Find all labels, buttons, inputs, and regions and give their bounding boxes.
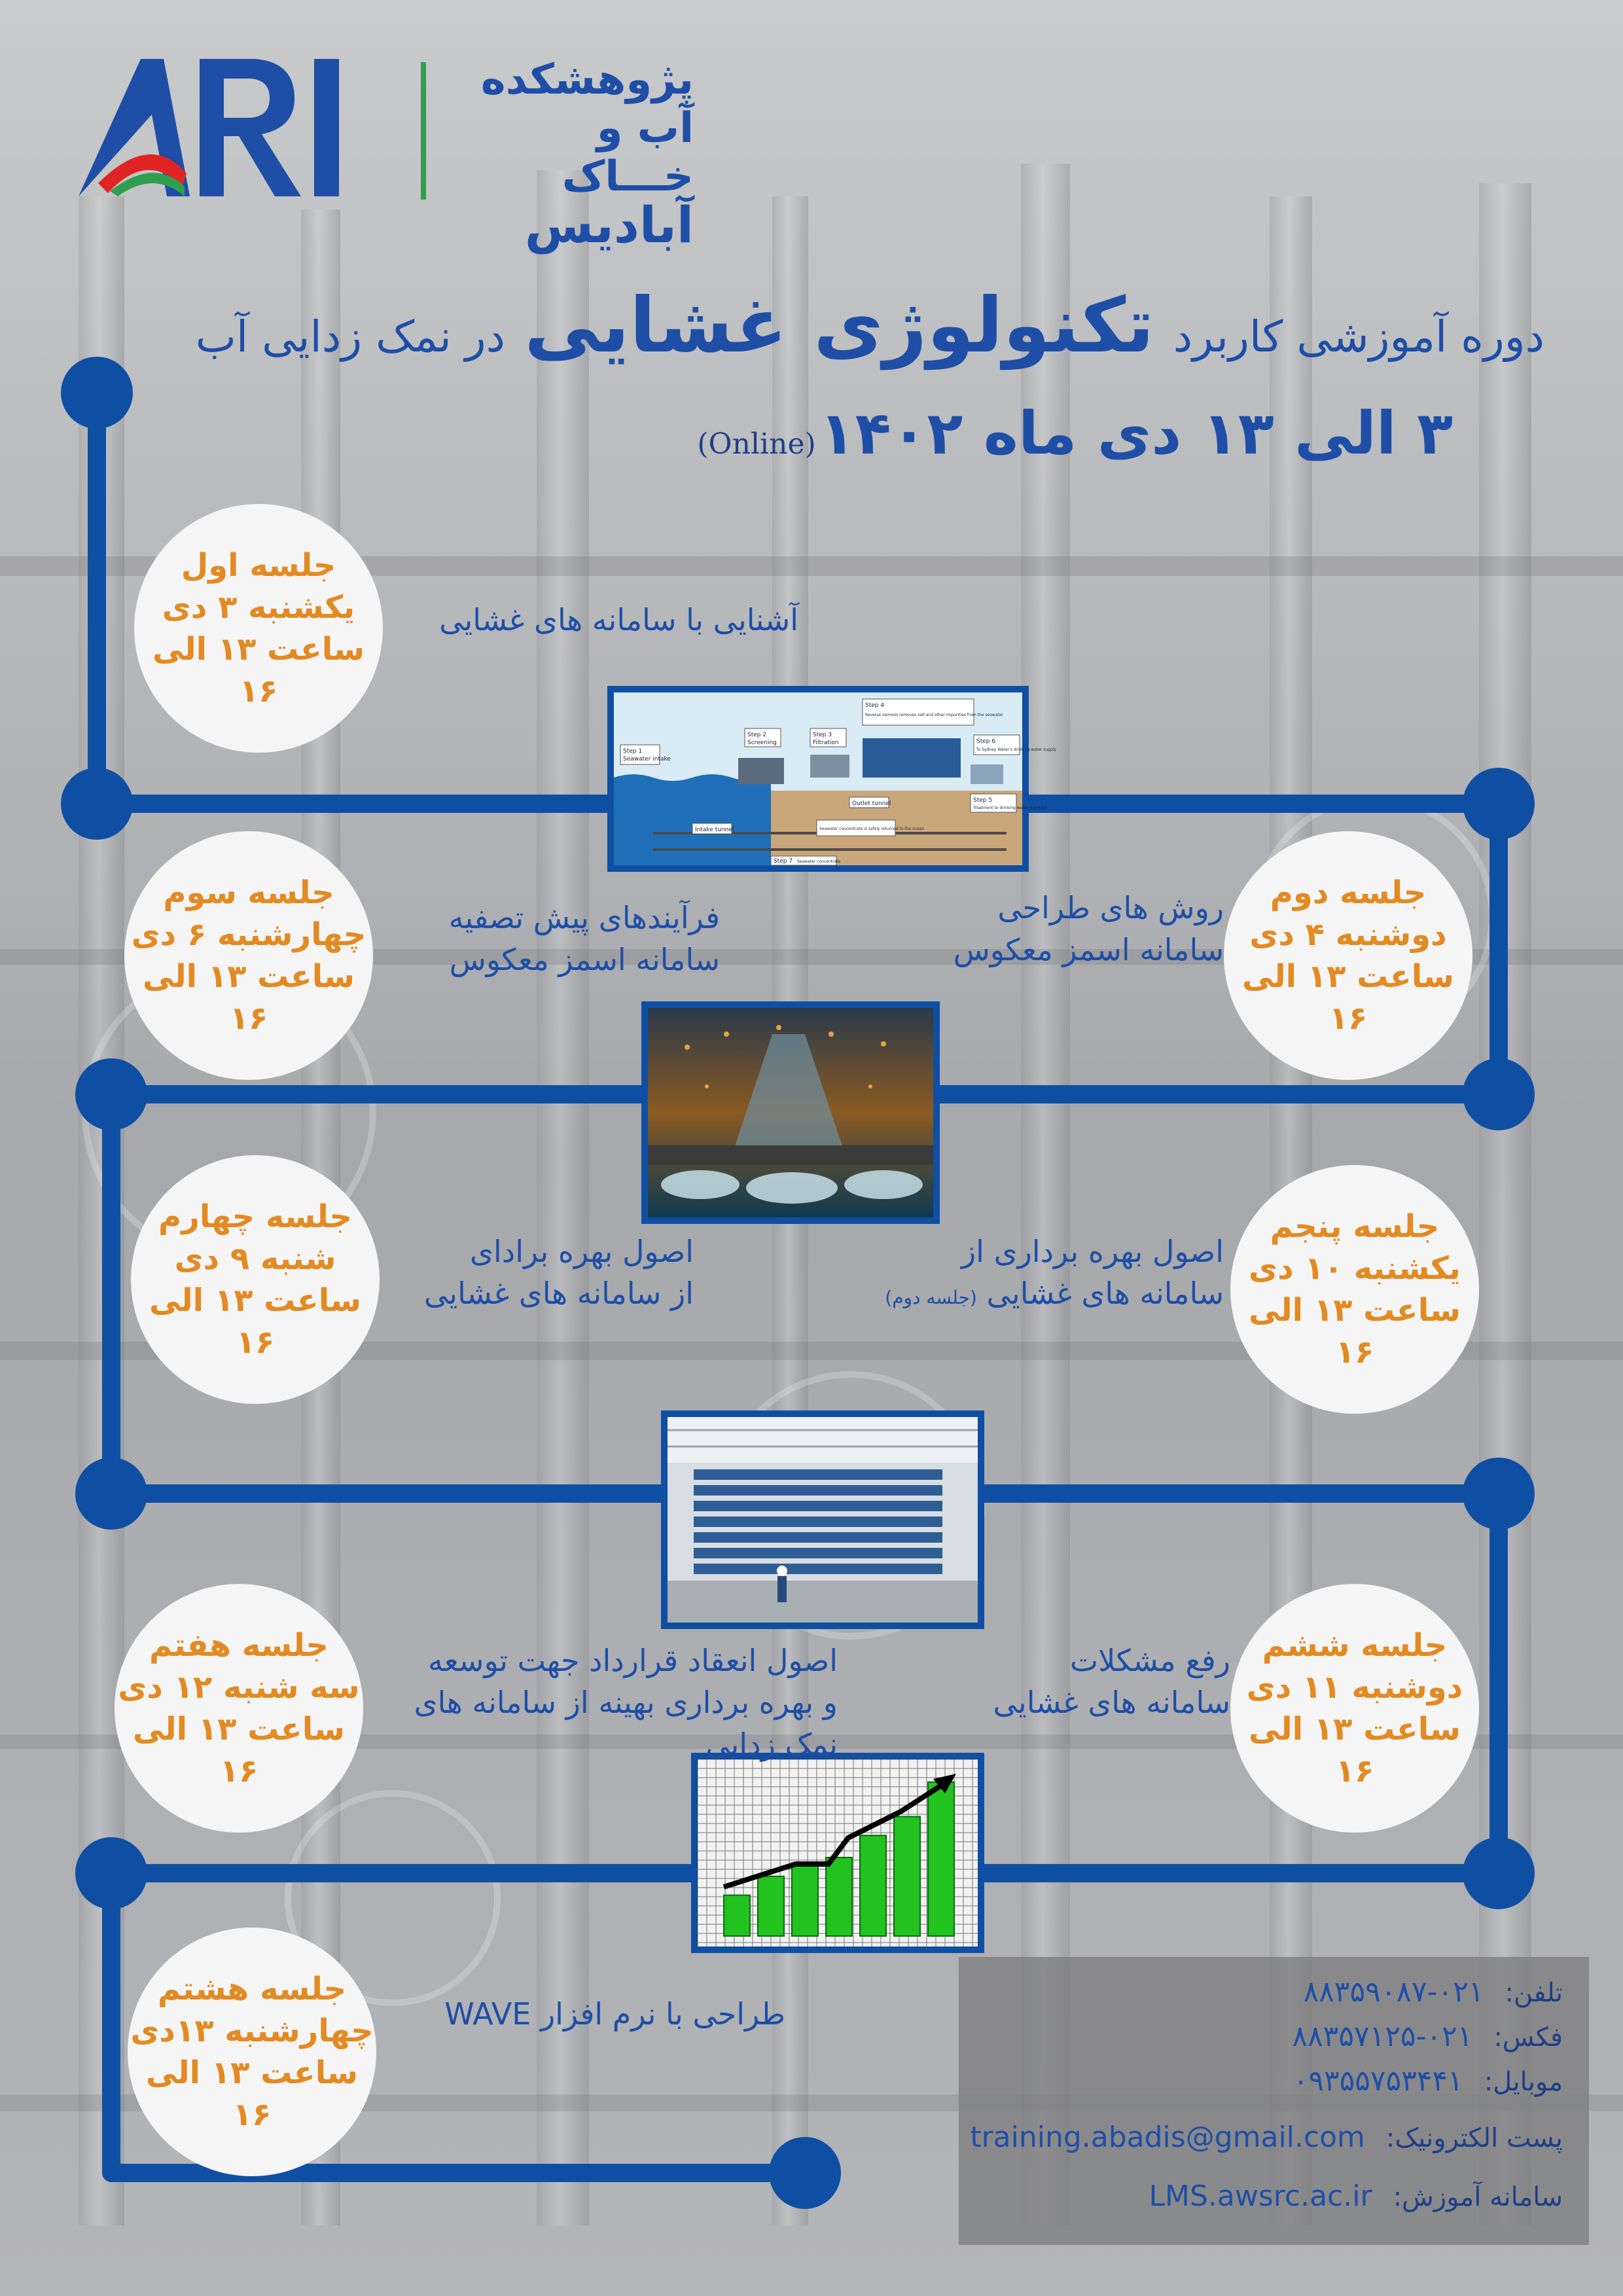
session-4-topic-line1: اصول بهره برادای bbox=[470, 1234, 694, 1269]
email-label: پست الکترونیک: bbox=[1385, 2123, 1563, 2153]
diagram-concentrate: Seawater concentrate is safely returned to the ocean bbox=[819, 827, 925, 831]
fax-value: ۰۲۱-۸۸۳۵۷۱۲۵ bbox=[1292, 2020, 1473, 2053]
diagram-step1-text: Seawater intake bbox=[623, 756, 671, 762]
session-8-day: چهارشنبه ۱۳دی bbox=[130, 2013, 374, 2049]
contact-fax bbox=[1292, 2020, 1563, 2053]
contact-mobile bbox=[1293, 2064, 1563, 2098]
path-node bbox=[769, 2137, 841, 2209]
diagram-step2-text: Screening bbox=[747, 740, 777, 746]
diagram-step4-text: Reverse osmosis removes salt and other impurities from the seawater bbox=[865, 713, 1004, 717]
mobile-label: موبایل: bbox=[1484, 2067, 1563, 2097]
session-1-topic-line1: آشنایی با سامانه های غشایی bbox=[439, 602, 798, 637]
session-5-name: جلسه پنجم bbox=[1270, 1208, 1440, 1245]
session-5-circle bbox=[1230, 1165, 1479, 1414]
mode-text: (Online) bbox=[697, 427, 816, 461]
session-3-time: ساعت ۱۳ الی ۱۶ bbox=[143, 958, 355, 1037]
session-2-topic bbox=[851, 887, 1224, 971]
desalination-diagram bbox=[614, 692, 1056, 865]
session-8-circle bbox=[128, 1928, 376, 2176]
session-4-day: شنبه ۹ دی bbox=[174, 1240, 336, 1277]
diagram-step6-text: To Sydney Water's drinking water supply bbox=[976, 747, 1056, 752]
session-1-topic bbox=[393, 599, 798, 641]
session-6-name: جلسه ششم bbox=[1262, 1627, 1448, 1664]
session-7-topic-line2: و بهره برداری بهینه از سامانه های bbox=[414, 1685, 838, 1720]
date-text: ۳ الی ۱۳ دی ماه ۱۴۰۲ bbox=[819, 399, 1453, 468]
contact-lms bbox=[1149, 2179, 1563, 2213]
contact-email bbox=[970, 2121, 1563, 2154]
session-1-name: جلسه اول bbox=[181, 547, 336, 584]
diagram-step7: Step 7 bbox=[774, 858, 793, 865]
session-7-topic-line1: اصول انعقاد قرارداد جهت توسعه bbox=[428, 1643, 838, 1678]
session-2-day: دوشنبه ۴ دی bbox=[1249, 916, 1447, 953]
path-node bbox=[75, 1458, 147, 1530]
path-node bbox=[75, 1058, 147, 1130]
session-6-day: دوشنبه ۱۱ دی bbox=[1246, 1669, 1463, 1706]
treatment-plant-image bbox=[641, 1001, 940, 1224]
growth-bar bbox=[860, 1835, 886, 1936]
diagram-step6: Step 6 bbox=[976, 738, 996, 745]
growth-chart bbox=[698, 1759, 978, 1946]
growth-bar bbox=[928, 1782, 954, 1936]
path-node bbox=[61, 357, 133, 429]
session-7-topic-line3: نمک زدایی bbox=[705, 1727, 838, 1762]
path-node bbox=[61, 768, 133, 840]
session-7-name: جلسه هفتم bbox=[149, 1627, 329, 1664]
diagram-step3: Step 3 bbox=[813, 732, 832, 738]
path-node bbox=[1463, 768, 1535, 840]
session-6-time: ساعت ۱۳ الی ۱۶ bbox=[1249, 1711, 1461, 1789]
session-1-circle bbox=[134, 504, 383, 753]
session-4-time: ساعت ۱۳ الی ۱۶ bbox=[149, 1282, 361, 1361]
session-6-topic-line1: رفع مشکلات bbox=[1069, 1643, 1230, 1678]
session-2-topic-line2: سامانه اسمز معکوس bbox=[953, 932, 1224, 967]
session-2-name: جلسه دوم bbox=[1270, 874, 1427, 911]
session-2-time: ساعت ۱۳ الی ۱۶ bbox=[1242, 958, 1454, 1037]
growth-bar bbox=[826, 1857, 852, 1936]
session-8-name: جلسه هشتم bbox=[157, 1971, 347, 2007]
session-5-topic-note: (جلسه دوم) bbox=[885, 1287, 977, 1308]
contact-phone bbox=[1304, 1975, 1563, 2009]
session-2-topic-line1: روش های طراحی bbox=[997, 890, 1224, 925]
session-6-topic bbox=[916, 1640, 1230, 1723]
session-8-topic bbox=[406, 1993, 785, 2035]
session-4-circle bbox=[131, 1155, 380, 1404]
session-5-topic-line2: سامانه های غشایی bbox=[986, 1276, 1224, 1311]
session-7-topic bbox=[353, 1640, 838, 1765]
lms-link[interactable]: LMS.awsrc.ac.ir bbox=[1149, 2179, 1372, 2213]
phone-label: تلفن: bbox=[1505, 1978, 1563, 2008]
lms-label: سامانه آموزش: bbox=[1393, 2182, 1563, 2212]
title-suffix: در نمک زدایی آب bbox=[195, 312, 505, 362]
contact-panel bbox=[959, 1957, 1589, 2245]
diagram-step4: Step 4 bbox=[865, 702, 885, 709]
growth-bar bbox=[894, 1817, 920, 1936]
session-7-day: سه شنبه ۱۲ دی bbox=[118, 1669, 360, 1706]
session-1-day: یکشنبه ۳ دی bbox=[162, 589, 355, 626]
session-6-circle bbox=[1230, 1584, 1479, 1833]
session-3-name: جلسه سوم bbox=[163, 874, 334, 911]
session-4-topic bbox=[366, 1230, 694, 1314]
session-8-topic-line1: طراحی با نرم افزار WAVE bbox=[444, 1996, 785, 2032]
title-main: تکنولوژی غشایی bbox=[524, 281, 1154, 370]
session-1-time: ساعت ۱۳ الی ۱۶ bbox=[152, 631, 365, 709]
growth-bar bbox=[724, 1895, 750, 1936]
session-7-time: ساعت ۱۳ الی ۱۶ bbox=[133, 1711, 345, 1789]
growth-chart-image bbox=[691, 1753, 984, 1953]
session-4-topic-line2: از سامانه های غشایی bbox=[423, 1276, 694, 1311]
session-3-topic-line1: فرآیندهای پیش تصفیه bbox=[448, 900, 720, 935]
path-node bbox=[75, 1837, 147, 1909]
fax-label: فکس: bbox=[1493, 2022, 1563, 2053]
path-node bbox=[1463, 1837, 1535, 1909]
ro-membrane-racks-image bbox=[661, 1410, 984, 1629]
session-3-circle bbox=[124, 831, 373, 1080]
session-3-topic-line2: سامانه اسمز معکوس bbox=[449, 942, 720, 977]
growth-bar bbox=[758, 1876, 784, 1936]
title-prefix: دوره آموزشی کاربرد bbox=[1173, 312, 1544, 362]
session-2-circle bbox=[1224, 831, 1472, 1080]
diagram-intake: Intake tunnel bbox=[695, 827, 734, 833]
session-7-circle bbox=[115, 1584, 363, 1833]
org-name-line1: پژوهشکده bbox=[480, 56, 694, 104]
diagram-step1: Step 1 bbox=[623, 748, 643, 755]
desalination-diagram-image bbox=[607, 686, 1056, 872]
treatment-plant-illustration bbox=[648, 1008, 933, 1217]
org-name-line2: آب و خـــاک bbox=[562, 104, 694, 201]
mobile-value[interactable]: ۰۹۳۵۵۷۵۳۴۴۱ bbox=[1293, 2064, 1463, 2098]
diagram-outlet: Outlet tunnel bbox=[852, 800, 891, 807]
diagram-step5: Step 5 bbox=[973, 797, 993, 804]
session-4-name: جلسه چهارم bbox=[158, 1198, 352, 1235]
session-5-time: ساعت ۱۳ الی ۱۶ bbox=[1249, 1292, 1461, 1371]
path-node bbox=[1463, 1458, 1535, 1530]
session-5-topic-line1: اصول بهره برداری از bbox=[961, 1234, 1224, 1269]
session-5-day: یکشنبه ۱۰ دی bbox=[1249, 1250, 1461, 1287]
session-5-topic bbox=[812, 1230, 1224, 1319]
diagram-step5-text: Treatment to drinking water standard bbox=[973, 806, 1047, 810]
org-name-line3: آبادیس bbox=[524, 196, 694, 254]
diagram-step7-text: Seawater concentrate bbox=[797, 859, 841, 864]
session-3-topic bbox=[366, 897, 720, 980]
email-link[interactable]: training.abadis@gmail.com bbox=[970, 2121, 1365, 2154]
diagram-step3-text: Filtration bbox=[813, 740, 839, 746]
diagram-step2: Step 2 bbox=[747, 732, 767, 738]
ro-racks-illustration bbox=[668, 1417, 978, 1623]
phone-value[interactable]: ۰۲۱-۸۸۳۵۹۰۸۷ bbox=[1303, 1975, 1484, 2009]
growth-bar bbox=[792, 1864, 818, 1936]
path-node bbox=[1463, 1058, 1535, 1130]
session-8-time: ساعت ۱۳ الی ۱۶ bbox=[146, 2054, 358, 2133]
session-3-day: چهارشنبه ۶ دی bbox=[131, 916, 366, 953]
session-6-topic-line2: سامانه های غشایی bbox=[993, 1685, 1230, 1720]
